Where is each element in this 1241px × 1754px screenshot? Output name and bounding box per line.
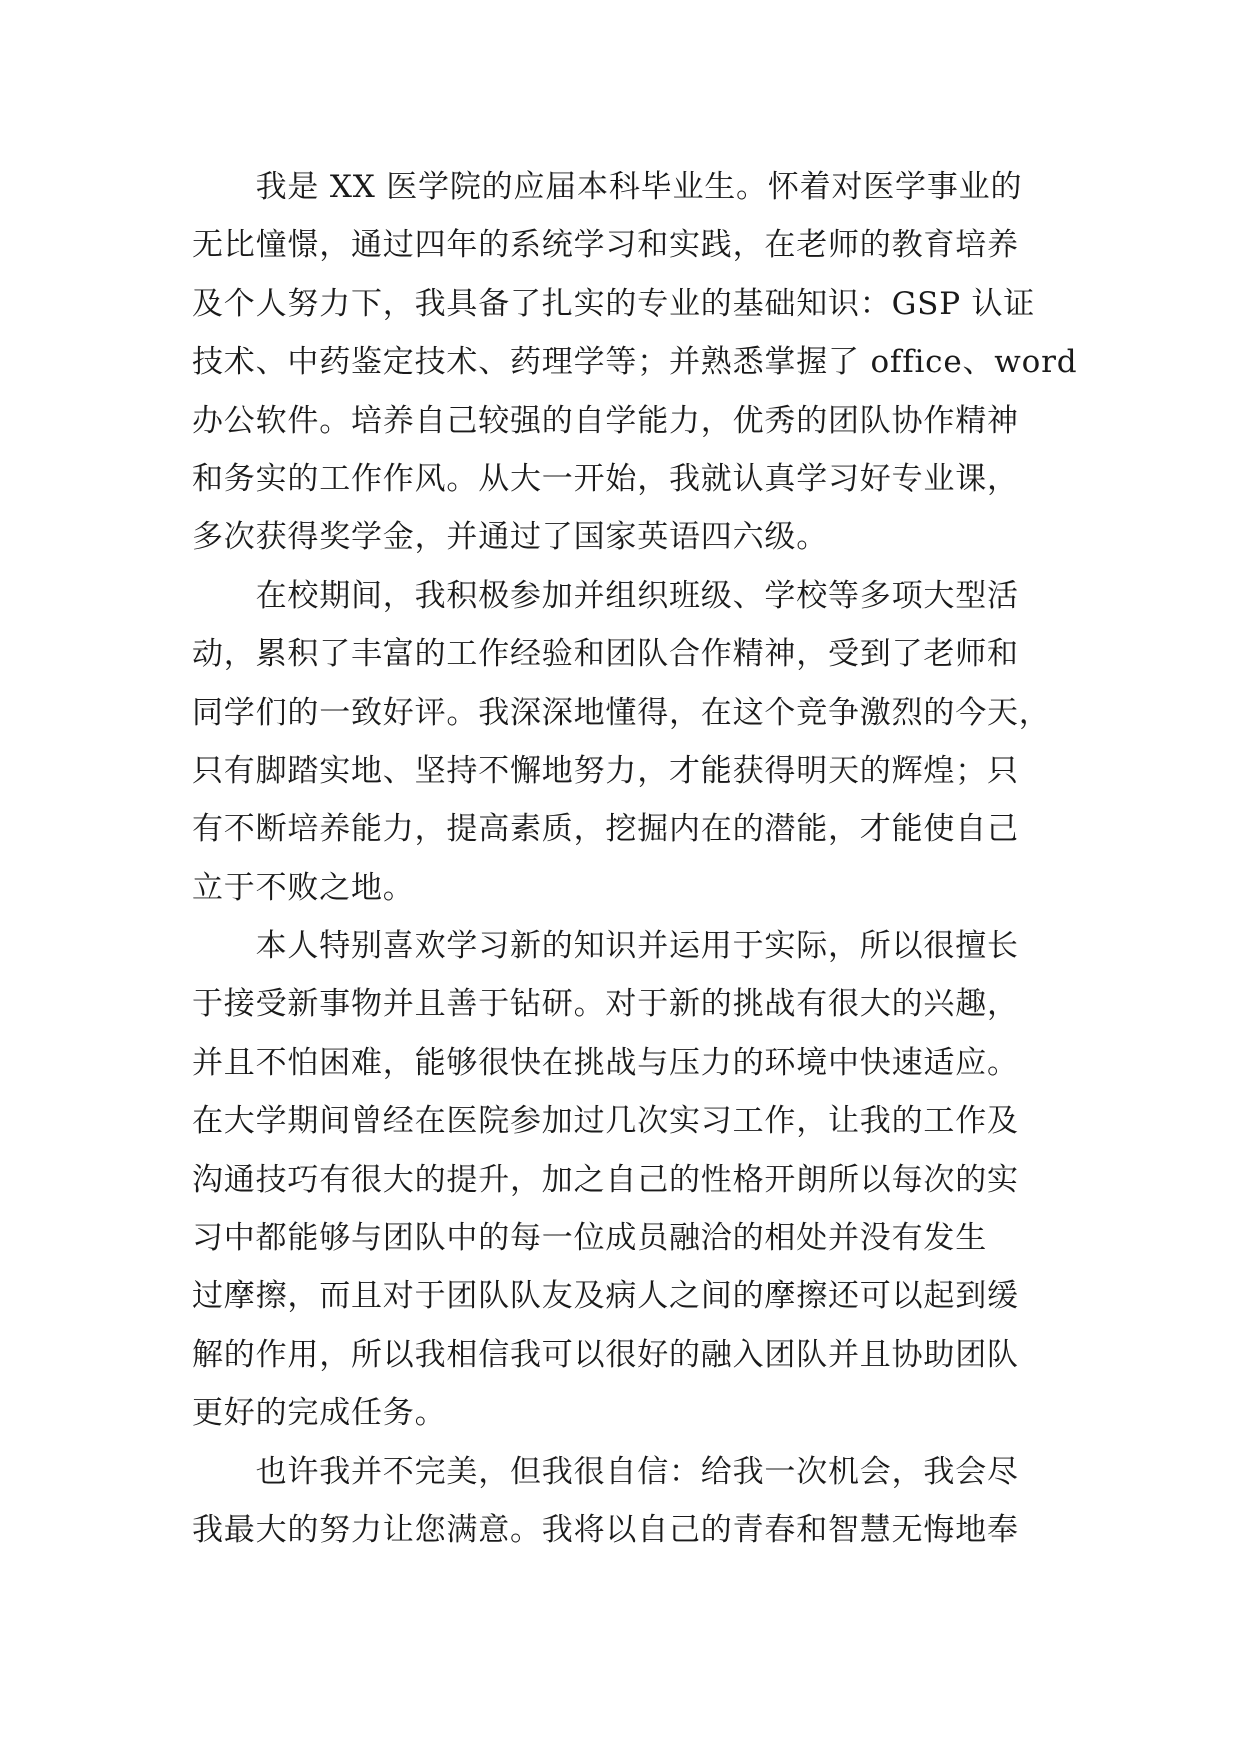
text-line: 我是 XX 医学院的应届本科毕业生。怀着对医学事业的 (192, 169, 1023, 205)
text-line: 和务实的工作作风。从大一开始，我就认真学习好专业课， (192, 460, 1019, 497)
text-line: 解的作用，所以我相信我可以很好的融入团队并且协助团队 (192, 1336, 1019, 1373)
text-line: 办公软件。培养自己较强的自学能力，优秀的团队协作精神 (192, 402, 1019, 439)
text-line: 有不断培养能力，提高素质，挖掘内在的潜能，才能使自己 (192, 811, 1019, 848)
text-line: 立于不败之地。 (192, 869, 415, 906)
body-text (192, 158, 1078, 1559)
text-line: 于接受新事物并且善于钻研。对于新的挑战有很大的兴趣， (192, 986, 1019, 1023)
text-line: 本人特别喜欢学习新的知识并运用于实际，所以很擅长 (192, 928, 1019, 965)
text-line: 技术、中药鉴定技术、药理学等；并熟悉掌握了 office、word (192, 344, 1078, 381)
text-line: 习中都能够与团队中的每一位成员融洽的相处并没有发生 (192, 1220, 987, 1257)
text-line: 动，累积了丰富的工作经验和团队合作精神，受到了老师和 (192, 636, 1019, 673)
text-line: 只有脚踏实地、坚持不懈地努力，才能获得明天的辉煌；只 (192, 752, 1019, 789)
text-line: 过摩擦，而且对于团队队友及病人之间的摩擦还可以起到缓 (192, 1278, 1019, 1315)
text-line: 也许我并不完美，但我很自信：给我一次机会，我会尽 (192, 1453, 1019, 1490)
text-line: 多次获得奖学金，并通过了国家英语四六级。 (192, 519, 828, 556)
text-line: 沟通技巧有很大的提升，加之自己的性格开朗所以每次的实 (192, 1161, 1019, 1198)
text-line: 同学们的一致好评。我深深地懂得，在这个竞争激烈的今天， (192, 694, 1051, 731)
text-line: 及个人努力下，我具备了扎实的专业的基础知识：GSP 认证 (192, 285, 1036, 322)
text-line: 我最大的努力让您满意。我将以自己的青春和智慧无悔地奉 (192, 1511, 1019, 1548)
text-line: 更好的完成任务。 (192, 1395, 447, 1432)
text-line: 在大学期间曾经在医院参加过几次实习工作，让我的工作及 (192, 1103, 1019, 1140)
text-line: 无比憧憬，通过四年的系统学习和实践，在老师的教育培养 (192, 227, 1019, 264)
text-line: 在校期间，我积极参加并组织班级、学校等多项大型活 (192, 577, 1019, 614)
text-line: 并且不怕困难，能够很快在挑战与压力的环境中快速适应。 (192, 1044, 1019, 1081)
